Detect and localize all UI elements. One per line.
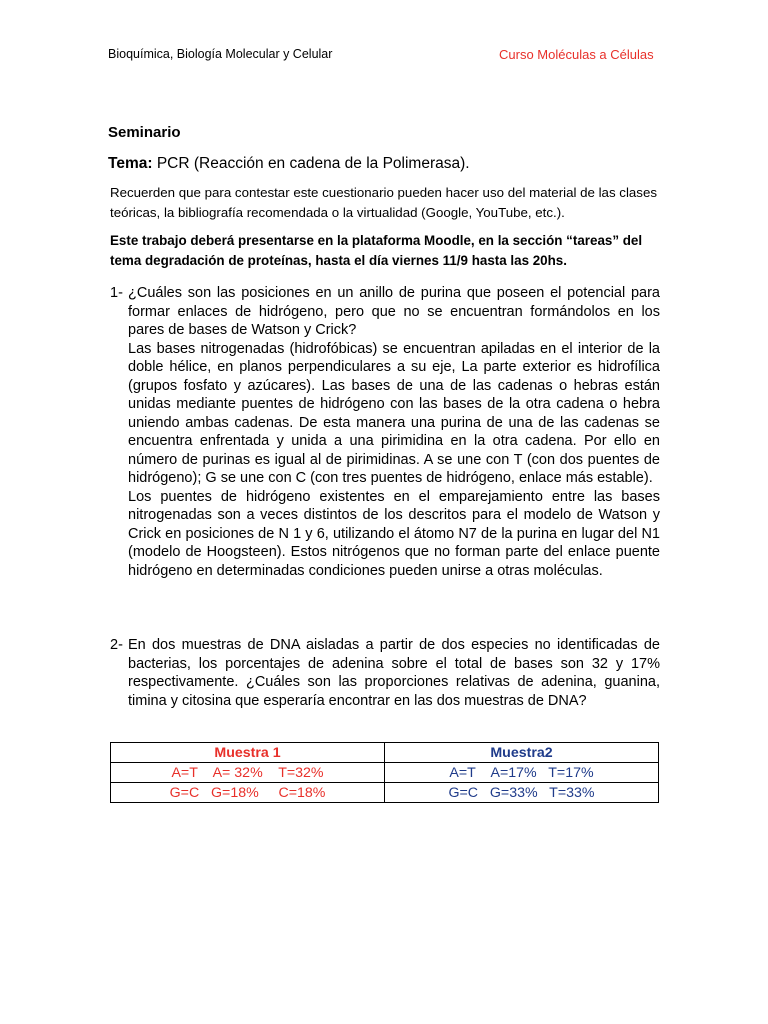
header-muestra-2: Muestra2 (385, 743, 659, 763)
answer-paragraph-1: Las bases nitrogenadas (hidrofóbicas) se encuentran apiladas en el interior de la doble hélice, en planos perpendiculares a su eje, La parte exterior es hidrofílica (grupos fosfato y azúcares). Las bases de una de las cadenas o hebras están unidas mediante puentes de hidrógeno con las bases de la otra cadena o hebra uniendo ambas cadenas. De esta manera una purina de una de las cadenas se encuentra enfrentada y unida a una pirimidina en la otra cadena. Por ello en número de purinas es igual al de pirimidinas. A se une con T (con dos puentes de hidrógeno); G se une con C (con tres puentes de hidrógeno, enlace más estable). (128, 340, 660, 486)
cell-muestra-2-at: A=T A=17% T=17% (385, 763, 659, 783)
header-course-area: Bioquímica, Biología Molecular y Celular (108, 47, 333, 61)
question-1 (110, 284, 660, 580)
cell-muestra-1-gc: G=C G=18% C=18% (111, 783, 385, 803)
topic-text: PCR (Reacción en cadena de la Polimerasa). (152, 155, 470, 172)
table-row (111, 763, 659, 783)
section-title: Seminario (108, 124, 181, 141)
topic-line (108, 155, 470, 173)
question-number: 2- (110, 637, 123, 653)
question-text: En dos muestras de DNA aisladas a partir de dos especies no identificadas de bacterias, los porcentajes de adenina sobre el total de bases son 32 y 17% respectivamente. ¿Cuáles son las proporciones relativas de adenina, guanina, timina y citosina que esperaría encontrar en las dos muestras de DNA? (128, 637, 660, 709)
header-muestra-1: Muestra 1 (111, 743, 385, 763)
question-text: ¿Cuáles son las posiciones en un anillo de purina que poseen el potencial para formar enlaces de hidrógeno, pero que no se encuentran formándolos en los pares de bases de Watson y Crick? (128, 285, 660, 338)
topic-label: Tema: (108, 155, 153, 172)
answer-paragraph-2: Los puentes de hidrógeno existentes en el emparejamiento entre las bases nitrogenadas son a veces distintos de los descritos para el modelo de Watson y Crick en posiciones de N 1 y 6, utilizando el átomo N7 de la purina en lugar del N1 (modelo de Hoogsteen). Estos nitrógenos que no forman parte del enlace puente hidrógeno en determinadas condiciones pueden unirse a otras moléculas. (128, 488, 660, 579)
table-row (111, 783, 659, 803)
table-header-row (111, 743, 659, 763)
samples-table (110, 742, 659, 803)
cell-muestra-1-at: A=T A= 32% T=32% (111, 763, 385, 783)
question-number: 1- (110, 285, 123, 301)
question-2 (110, 636, 660, 710)
header-course-title: Curso Moléculas a Células (499, 47, 654, 62)
cell-muestra-2-gc: G=C G=33% T=33% (385, 783, 659, 803)
intro-paragraph: Recuerden que para contestar este cuestionario pueden hacer uso del material de las clases teóricas, la bibliografía recomendada o la virtualidad (Google, YouTube, etc.). (110, 185, 657, 220)
submission-notice: Este trabajo deberá presentarse en la plataforma Moodle, en la sección “tareas” del tema degradación de proteínas, hasta el día viernes 11/9 hasta las 20hs. (110, 233, 643, 268)
